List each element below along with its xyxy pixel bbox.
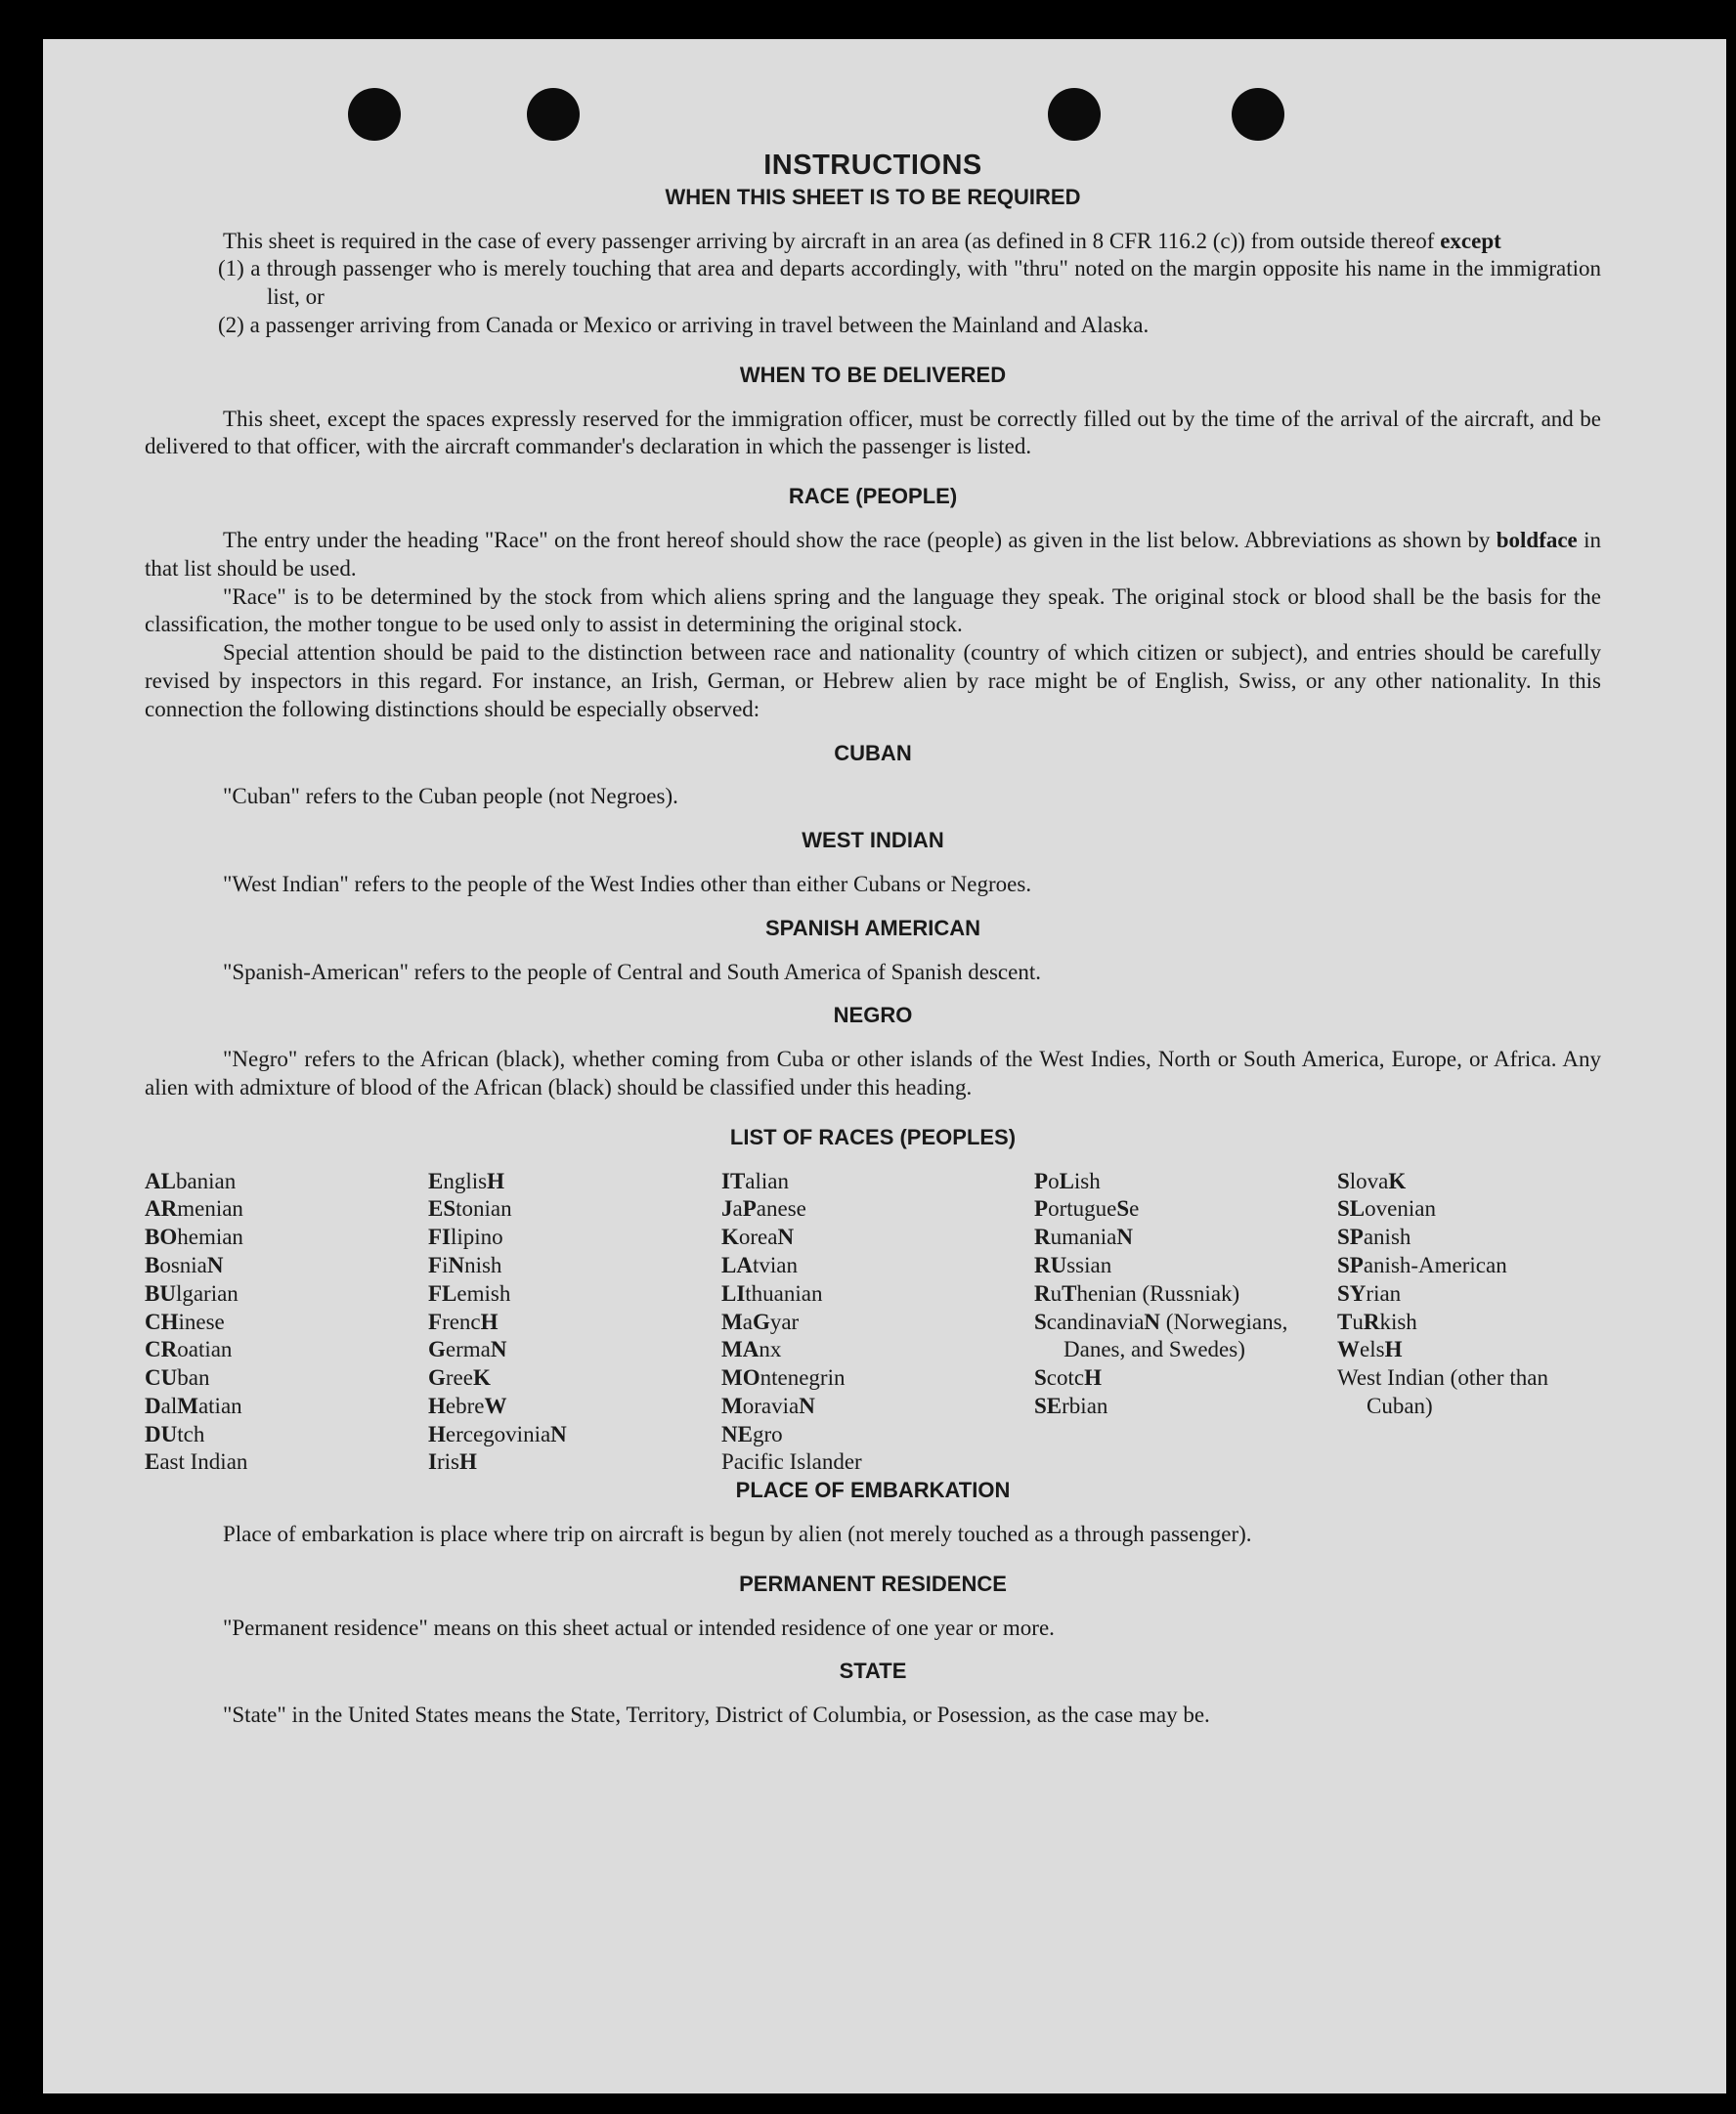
heading-race: RACE (PEOPLE)	[788, 484, 958, 509]
race-column-1	[145, 1168, 418, 1478]
race-item: ScotcH	[1034, 1365, 1102, 1391]
race-item: LAtvian	[721, 1252, 798, 1277]
race-item: RUssian	[1034, 1252, 1112, 1277]
heading-when-delivered: WHEN TO BE DELIVERED	[739, 362, 1007, 387]
page-title: INSTRUCTIONS	[763, 150, 982, 181]
exception-item-2: (2) a passenger arriving from Canada or Mexico or arriving in travel between the Mainland and Alaska.	[218, 312, 1150, 337]
race-item: SPanish-American	[1337, 1252, 1507, 1277]
text-span: The entry under the heading "Race" on the front hereof should show the race (people) as given in the list below. Abbreviations as shown by	[223, 527, 1497, 552]
race-item: FiNnish	[428, 1252, 502, 1277]
heading-permanent-residence: PERMANENT RESIDENCE	[739, 1571, 1007, 1596]
race-item: RuThenian (Russniak)	[1034, 1280, 1240, 1306]
race-column-2	[428, 1168, 712, 1478]
race-item: RumaniaN	[1034, 1225, 1133, 1250]
race-item: KoreaN	[721, 1225, 795, 1250]
punch-hole	[1232, 88, 1284, 141]
race-column-4	[1034, 1168, 1327, 1478]
race-item: PoLish	[1034, 1168, 1101, 1193]
race-item: EnglisH	[428, 1168, 504, 1193]
text-span: in that list should be used.	[145, 527, 1601, 581]
bold-text: except	[1440, 228, 1501, 253]
race-item: ALbanian	[145, 1168, 237, 1193]
race-item: GermaN	[428, 1337, 507, 1362]
paragraph-race-3: Special attention should be paid to the distinction between race and nationality (country of which citizen or subject), and entries should be carefully revised by inspectors in this regard. For instance, an Irish, German, or Hebrew alien by race might be of English, Swiss, or any other nationality. In this connection the following distinctions should be especially observed:	[145, 640, 1601, 721]
race-column-3	[721, 1168, 1024, 1478]
race-item: BosniaN	[145, 1252, 224, 1277]
race-item: SPanish	[1337, 1225, 1411, 1250]
race-item: East Indian	[145, 1449, 248, 1475]
paragraph-negro: "Negro" refers to the African (black), whether coming from Cuba or other islands of the West Indies, North or South America, Europe, or Africa. Any alien with admixture of blood of the African (black) should be classified under this heading.	[145, 1047, 1601, 1100]
bold-text: boldface	[1496, 527, 1578, 552]
race-item: SlovaK	[1337, 1168, 1407, 1193]
paragraph-west-indian: "West Indian" refers to the people of the West Indies other than either Cubans or Negroes.	[223, 871, 1032, 896]
race-item: HebreW	[428, 1393, 507, 1418]
punch-hole	[348, 88, 401, 141]
race-item: DalMatian	[145, 1393, 242, 1418]
race-item: BOhemian	[145, 1225, 243, 1250]
race-item: ARmenian	[145, 1196, 243, 1222]
race-item: DUtch	[145, 1421, 205, 1446]
race-item: MAnx	[721, 1337, 782, 1362]
paragraph-cuban: "Cuban" refers to the Cuban people (not Negroes).	[223, 784, 678, 809]
race-item: EStonian	[428, 1196, 512, 1222]
race-item: MoraviaN	[721, 1393, 815, 1418]
paragraph-when-delivered: This sheet, except the spaces expressly reserved for the immigration officer, must be correctly filled out by the time of the arrival of the aircraft, and be delivered to that officer, with the aircraft commander's declaration in which the passenger is listed.	[145, 406, 1601, 459]
race-item: MaGyar	[721, 1309, 800, 1334]
race-item: ITalian	[721, 1168, 789, 1193]
race-item: CUban	[145, 1365, 210, 1391]
instructions-content	[145, 151, 1601, 1730]
paragraph-state: "State" in the United States means the State, Territory, District of Columbia, or Posession, as the case may be.	[223, 1703, 1210, 1728]
exception-item-1: (1) a through passenger who is merely touching that area and departs accordingly, with "thru" noted on the margin opposite his name in the immigration list, or	[218, 256, 1601, 310]
paragraph-when-required	[145, 228, 1601, 256]
heading-spanish-american: SPANISH AMERICAN	[764, 915, 980, 940]
heading-cuban: CUBAN	[834, 740, 912, 765]
heading-negro: NEGRO	[833, 1003, 913, 1028]
heading-state: STATE	[839, 1659, 907, 1684]
text-span: This sheet is required in the case of every passenger arriving by aircraft in an area (as defined in 8 CFR 116.2 (c)) from outside thereof	[223, 228, 1441, 253]
punch-hole	[1048, 88, 1101, 141]
race-item: JaPanese	[721, 1196, 806, 1222]
race-item: IrisH	[428, 1449, 477, 1475]
paragraph-permanent-residence: "Permanent residence" means on this sheet actual or intended residence of one year or more.	[223, 1615, 1055, 1640]
race-item: BUlgarian	[145, 1280, 239, 1306]
punch-hole	[527, 88, 580, 141]
race-list	[145, 1168, 1601, 1478]
race-item: SLovenian	[1337, 1196, 1436, 1222]
race-item: FrencH	[428, 1309, 499, 1334]
race-item: NEgro	[721, 1421, 783, 1446]
heading-west-indian: WEST INDIAN	[802, 828, 944, 853]
race-item: WelsH	[1337, 1337, 1403, 1362]
race-column-5	[1337, 1168, 1601, 1478]
race-item: MOntenegrin	[721, 1365, 846, 1391]
paragraph-race-2: "Race" is to be determined by the stock from which aliens spring and the language they speak. The original stock or blood shall be the basis for the classification, the mother tongue to be used only to assist in determining the original stock.	[145, 583, 1601, 637]
race-item: FLemish	[428, 1280, 511, 1306]
race-item: CRoatian	[145, 1337, 233, 1362]
paragraph-spanish-american: "Spanish-American" refers to the people of Central and South America of Spanish descent.	[223, 959, 1041, 984]
race-item: CHinese	[145, 1309, 225, 1334]
paragraph-race-1	[145, 527, 1601, 583]
race-item: FIlipino	[428, 1225, 503, 1250]
heading-embarkation: PLACE OF EMBARKATION	[735, 1478, 1011, 1503]
race-item: SYrian	[1337, 1280, 1402, 1306]
paragraph-embarkation: Place of embarkation is place where trip on aircraft is begun by alien (not merely touched as a through passenger).	[223, 1522, 1252, 1547]
heading-when-required: WHEN THIS SHEET IS TO BE REQUIRED	[665, 184, 1081, 209]
race-item: HercegoviniaN	[428, 1421, 567, 1446]
race-item: SErbian	[1034, 1393, 1108, 1418]
race-item: ScandinaviaN (Norwegians, Danes, and Swedes)	[1034, 1309, 1288, 1362]
race-item: TuRkish	[1337, 1309, 1417, 1334]
race-item: GreeK	[428, 1365, 491, 1391]
document-page	[43, 39, 1726, 2093]
race-item: PortugueSe	[1034, 1196, 1140, 1222]
race-item: LIthuanian	[721, 1280, 823, 1306]
heading-list-of-races: LIST OF RACES (PEOPLES)	[729, 1124, 1017, 1149]
race-item: Pacific Islander	[721, 1449, 862, 1475]
race-item: West Indian (other than Cuban)	[1337, 1365, 1548, 1418]
